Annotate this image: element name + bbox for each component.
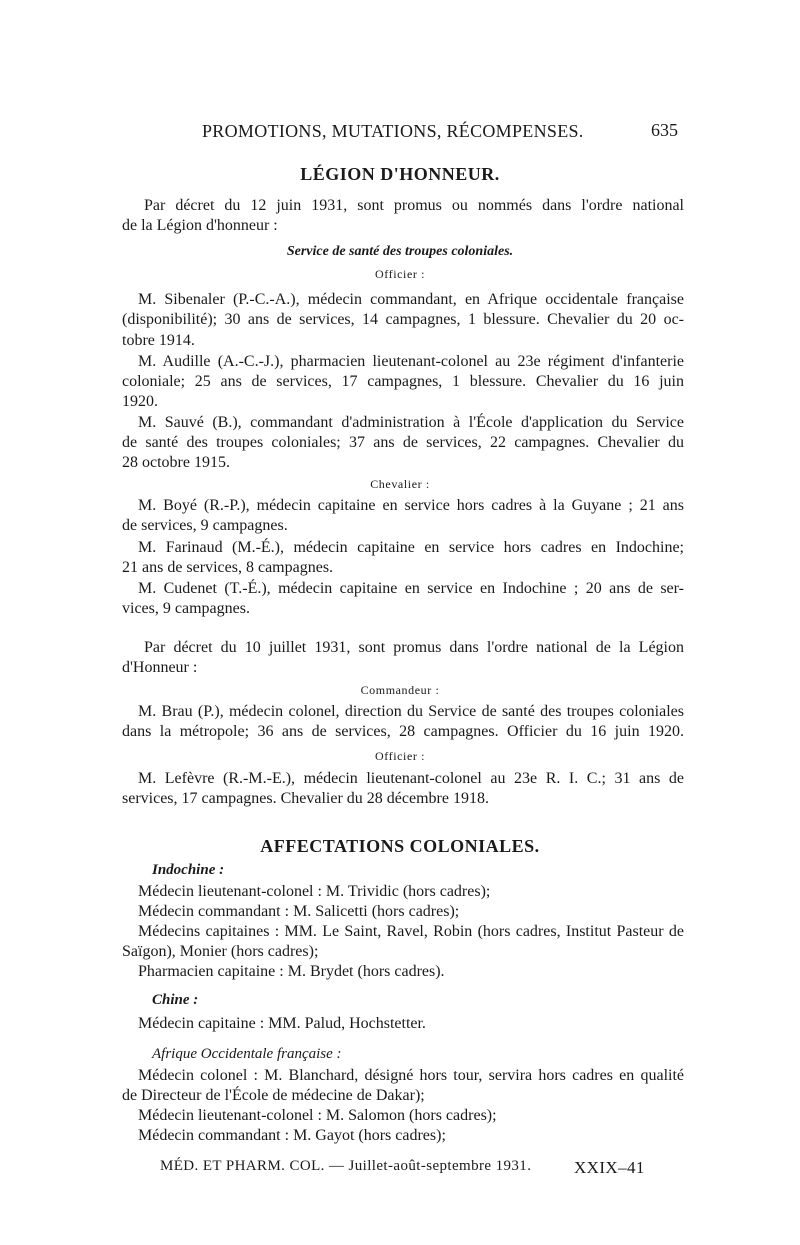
entry-line: M. Boyé (R.-P.), médecin capitaine en service hors cadres à la Guyane ; 21 ans: [138, 497, 684, 514]
section-title-affectations: AFFECTATIONS COLONIALES.: [260, 836, 540, 856]
page-number: 635: [651, 120, 678, 140]
posting-line: Médecin commandant : M. Salicetti (hors cadres);: [138, 903, 460, 920]
rank-heading-commandeur: Commandeur :: [360, 683, 440, 697]
entry-line: vices, 9 campagnes.: [122, 600, 250, 617]
entry-line: M. Lefèvre (R.-M.-E.), médecin lieutenant-colonel au 23e R. I. C.; 31 ans de: [138, 770, 684, 787]
decree1-line: de la Légion d'honneur :: [122, 217, 278, 234]
entry-line: M. Cudenet (T.-É.), médecin capitaine en service en Indochine ; 20 ans de ser-: [138, 580, 684, 597]
entry-line: services, 17 campagnes. Chevalier du 28 décembre 1918.: [122, 790, 489, 807]
posting-line: Médecin colonel : M. Blanchard, désigné hors tour, servira hors cadres en qualité: [138, 1067, 684, 1084]
rank-heading-officier: Officier :: [374, 267, 426, 281]
entry-line: de services, 9 campagnes.: [122, 517, 288, 534]
running-header: PROMOTIONS, MUTATIONS, RÉCOMPENSES.: [202, 121, 584, 141]
entry-line: 1920.: [122, 393, 158, 410]
entry-line: coloniale; 25 ans de services, 17 campagnes, 1 blessure. Chevalier du 16 juin: [122, 373, 684, 390]
entry-line: dans la métropole; 36 ans de services, 28 campagnes. Officier du 16 juin 1920.: [122, 723, 684, 740]
entry-line: (disponibilité); 30 ans de services, 14 campagnes, 1 blessure. Chevalier du 20 oc-: [122, 311, 684, 328]
entry-line: M. Farinaud (M.-É.), médecin capitaine en service hors cadres en Indochine;: [138, 539, 684, 556]
region-heading-chine: Chine :: [152, 992, 199, 1008]
decree2-line: Par décret du 10 juillet 1931, sont promus dans l'ordre national de la Légion: [144, 639, 684, 656]
posting-line: Médecin commandant : M. Gayot (hors cadres);: [138, 1127, 446, 1144]
region-heading-aof: Afrique Occidentale française :: [152, 1046, 342, 1062]
posting-line: Saïgon), Monier (hors cadres);: [122, 943, 319, 960]
posting-line: Médecin lieutenant-colonel : M. Trividic (hors cadres);: [138, 883, 491, 900]
entry-line: 21 ans de services, 8 campagnes.: [122, 559, 334, 576]
posting-line: Médecins capitaines : MM. Le Saint, Ravel, Robin (hors cadres, Institut Pasteur de: [138, 923, 684, 940]
footer-signature-code: XXIX–41: [574, 1158, 645, 1177]
entry-line: M. Sauvé (B.), commandant d'administration à l'École d'application du Service: [138, 414, 684, 431]
posting-line: Pharmacien capitaine : M. Brydet (hors cadres).: [138, 963, 445, 980]
entry-line: de santé des troupes coloniales; 37 ans de services, 22 campagnes. Chevalier du: [122, 434, 684, 451]
section-title-legion: LÉGION D'HONNEUR.: [300, 164, 500, 184]
entry-line: 28 octobre 1915.: [122, 454, 230, 471]
entry-line: M. Audille (A.-C.-J.), pharmacien lieutenant-colonel au 23e régiment d'infanterie: [138, 353, 684, 370]
posting-line: de Directeur de l'École de médecine de Dakar);: [122, 1087, 425, 1104]
footer-citation: MÉD. ET PHARM. COL. — Juillet-août-septembre 1931.: [160, 1158, 532, 1174]
decree2-line: d'Honneur :: [122, 659, 198, 676]
entry-line: M. Sibenaler (P.-C.-A.), médecin commandant, en Afrique occidentale française: [138, 291, 684, 308]
rank-heading-officier: Officier :: [374, 749, 426, 763]
entry-line: tobre 1914.: [122, 332, 195, 349]
region-heading-indochine: Indochine :: [152, 862, 225, 878]
entry-line: M. Brau (P.), médecin colonel, direction du Service de santé des troupes coloniales: [138, 703, 684, 720]
service-heading: Service de santé des troupes coloniales.: [286, 244, 514, 259]
posting-line: Médecin capitaine : MM. Palud, Hochstetter.: [138, 1015, 426, 1032]
rank-heading-chevalier: Chevalier :: [370, 477, 430, 491]
decree1-line: Par décret du 12 juin 1931, sont promus ou nommés dans l'ordre national: [144, 197, 684, 214]
posting-line: Médecin lieutenant-colonel : M. Salomon (hors cadres);: [138, 1107, 497, 1124]
